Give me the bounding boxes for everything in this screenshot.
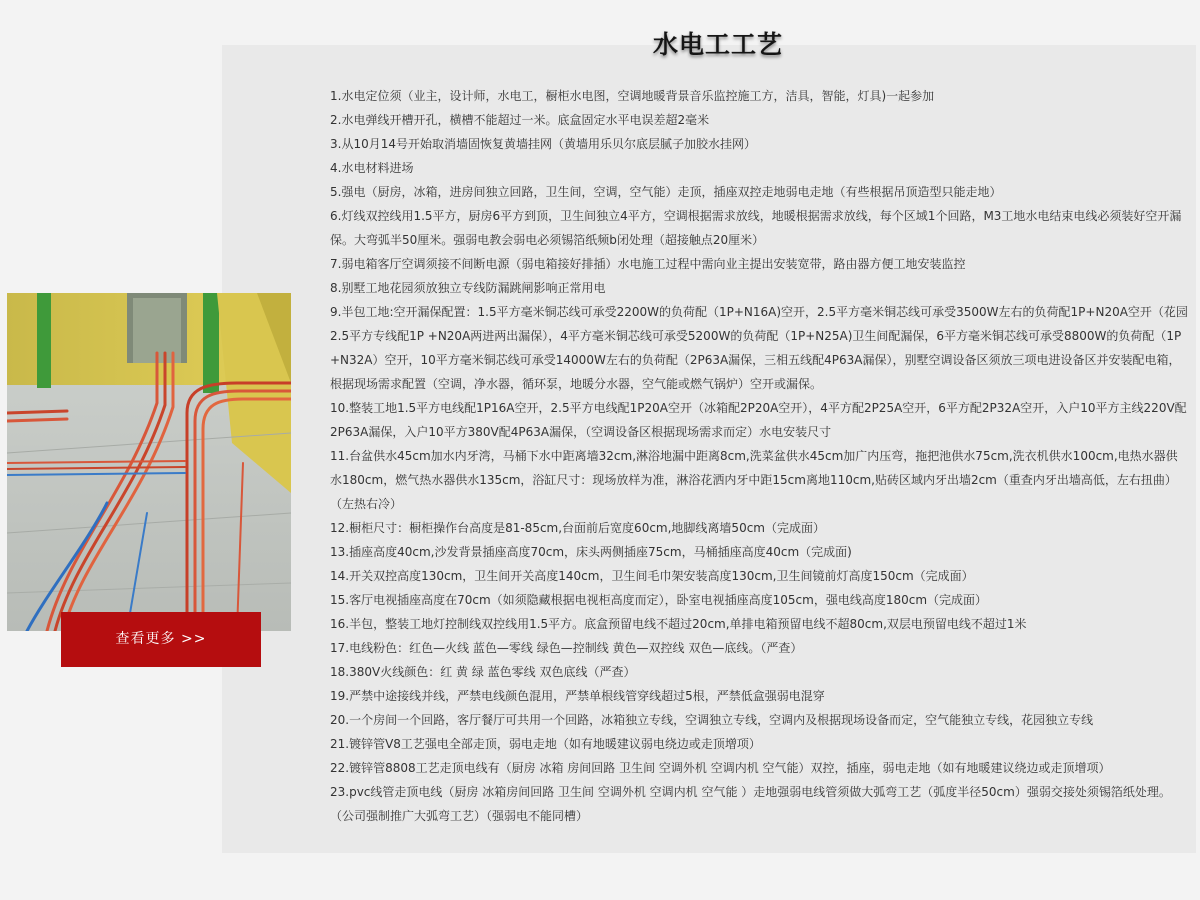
- list-item: 2.水电弹线开槽开孔，横槽不能超过一米。底盒固定水平电误差超2毫米: [330, 113, 710, 127]
- list-item: 8.别墅工地花园须放独立专线防漏跳闸影响正常用电: [330, 281, 606, 295]
- list-item: 11.台盆供水45cm加水内牙湾，马桶下水中距离墙32cm,淋浴地漏中距离8cm,洗菜盆供水45cm加广内压弯，拖把池供水75cm,洗衣机供水100cm,电热水器供水180cm，燃气热水器供水135cm，浴缸尺寸：现场放样为准，淋浴花洒内牙中距15cm离地110cm,贴砖区域内牙出墙2cm（重查内牙出墙高低，左右扭曲）（左热右冷）: [330, 449, 1178, 511]
- process-item-list: [330, 84, 1188, 828]
- list-item: 15.客厅电视插座高度在70cm（如须隐藏根据电视柜高度而定），卧室电视插座高度105cm，强电线高度180cm（完成面）: [330, 593, 988, 607]
- list-item: 12.橱柜尺寸：橱柜操作台高度是81-85cm,台面前后宽度60cm,地脚线离墙50cm（完成面）: [330, 521, 825, 535]
- list-item: 1.水电定位须（业主，设计师，水电工，橱柜水电图，空调地暖背景音乐监控施工方，洁具，智能，灯具)一起参加: [330, 89, 935, 103]
- list-item: 17.电线粉色：红色—火线 蓝色—零线 绿色—控制线 黄色—双控线 双色—底线。（严查）: [330, 641, 803, 655]
- page-title: 水电工工艺: [652, 30, 783, 59]
- list-item: 16.半包，整装工地灯控制线双控线用1.5平方。底盒预留电线不超过20cm,单排电箱预留电线不超80cm,双层电预留电线不超过1米: [330, 617, 1027, 631]
- list-item: 4.水电材料进场: [330, 161, 414, 175]
- list-item: 3.从10月14号开始取消墙固恢复黄墙挂网（黄墙用乐贝尔底层腻子加胶水挂网）: [330, 137, 756, 151]
- view-more-button[interactable]: 查看更多 >>: [61, 612, 261, 667]
- list-item: 22.镀锌管8808工艺走顶电线有（厨房 冰箱 房间回路 卫生间 空调外机 空调内机 空气能）双控，插座，弱电走地（如有地暖建议绕边或走顶增项）: [330, 761, 1111, 775]
- list-item: 6.灯线双控线用1.5平方，厨房6平方到顶，卫生间独立4平方，空调根据需求放线，地暖根据需求放线，每个区域1个回路，M3工地水电结束电线必须装好空开漏保。大弯弧半50厘米。强弱电教会弱电必须锡箔纸频b闭处理（超接触点20厘米）: [330, 209, 1182, 247]
- list-item: 7.弱电箱客厅空调须接不间断电源（弱电箱接好排插）水电施工过程中需向业主提出安装宽带，路由器方便工地安装监控: [330, 257, 966, 271]
- wiring-photo: [7, 293, 291, 631]
- list-item: 5.强电（厨房，冰箱，进房间独立回路，卫生间，空调，空气能）走顶，插座双控走地弱电走地（有些根据吊顶造型只能走地）: [330, 185, 1002, 199]
- list-item: 18.380V火线颜色：红 黄 绿 蓝色零线 双色底线（严查）: [330, 665, 636, 679]
- list-item: 19.严禁中途接线并线，严禁电线颜色混用，严禁单根线管穿线超过5根，严禁低盒强弱电混穿: [330, 689, 825, 703]
- list-item: 13.插座高度40cm,沙发背景插座高度70cm，床头两侧插座75cm，马桶插座高度40cm（完成面): [330, 545, 852, 559]
- list-item: 20.一个房间一个回路，客厅餐厅可共用一个回路，冰箱独立专线，空调独立专线，空调内及根据现场设备而定，空气能独立专线，花园独立专线: [330, 713, 1094, 727]
- list-item: 9.半包工地:空开漏保配置：1.5平方毫米铜芯线可承受2200W的负荷配（1P+N16A)空开，2.5平方毫米铜芯线可承受3500W左右的负荷配1P+N20A空开（花园2.5平方专线配1P +N20A两进两出漏保），4平方毫米铜芯线可承受5200W的负荷配（1P+N25A)卫生间配漏保，6平方毫米铜芯线可承受8800W的负荷配（1P+N32A）空开，10平方毫米铜芯线可承受14000W左右的负荷配（2P63A漏保，三相五线配4P63A漏保），别墅空调设备区须放三项电进设备区并安装配电箱，根据现场需求配置（空调，净水器，循环泵，地暖分水器，空气能或燃气锅炉）空开或漏保。: [330, 305, 1188, 391]
- list-item: 14.开关双控高度130cm，卫生间开关高度140cm，卫生间毛巾架安装高度130cm,卫生间镜前灯高度150cm（完成面）: [330, 569, 974, 583]
- list-item: 10.整装工地1.5平方电线配1P16A空开，2.5平方电线配1P20A空开（冰箱配2P20A空开），4平方配2P25A空开，6平方配2P32A空开，入户10平方主线220V配2P63A漏保，入户10平方380V配4P63A漏保，（空调设备区根据现场需求而定）水电安装尺寸: [330, 401, 1187, 439]
- list-item: 23.pvc线管走顶电线（厨房 冰箱房间回路 卫生间 空调外机 空调内机 空气能 ）走地强弱电线管须做大弧弯工艺（弧度半径50cm）强弱交接处须锡箔纸处理。（公司强制推广大弧弯工艺）（强弱电不能同槽）: [330, 785, 1171, 823]
- list-item: 21.镀锌管V8工艺强电全部走顶，弱电走地（如有地暖建议弱电绕边或走顶增项）: [330, 737, 761, 751]
